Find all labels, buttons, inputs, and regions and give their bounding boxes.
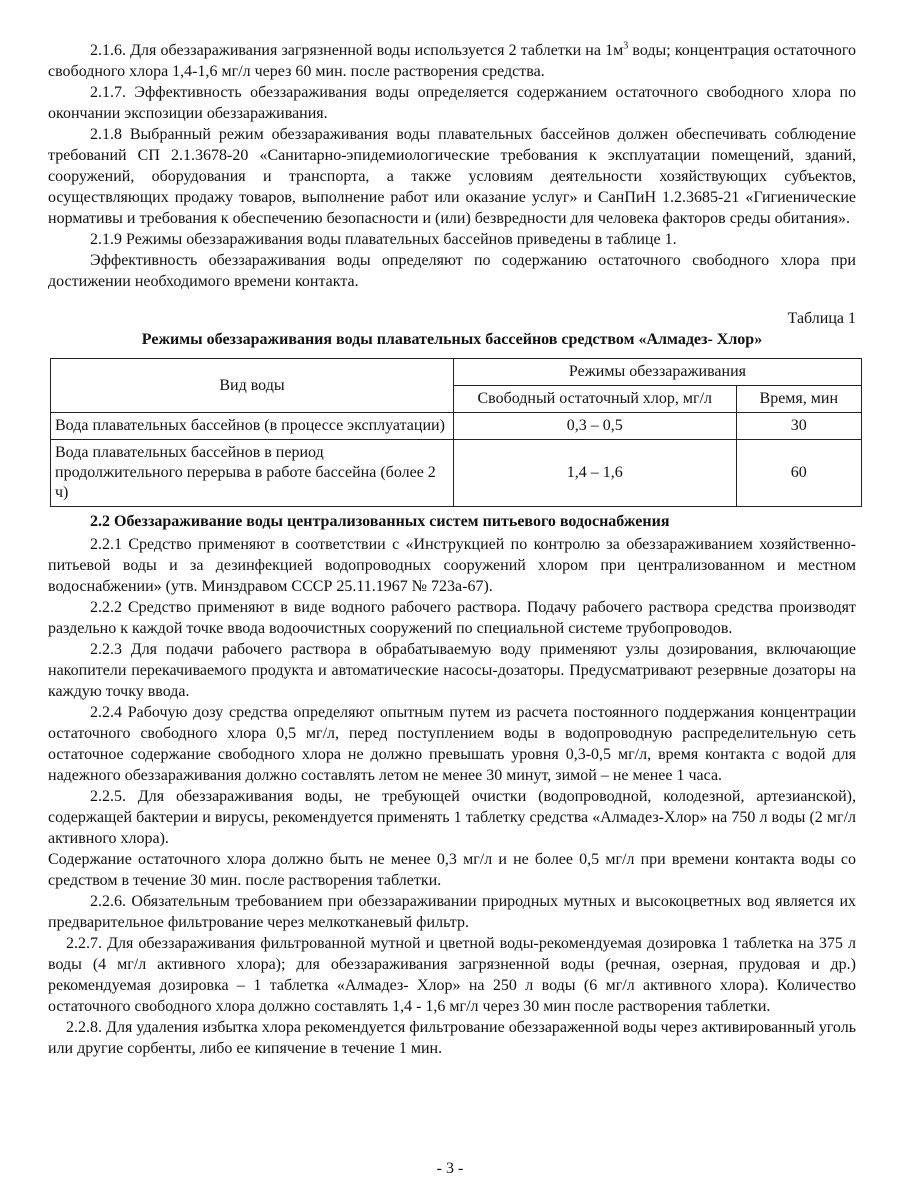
table-row: [51, 440, 862, 507]
cell-water-type: Вода плавательных бассейнов (в процессе эксплуатации): [51, 413, 454, 440]
paragraph-2-2-8: 2.2.8. Для удаления избытка хлора рекомендуется фильтрование обеззараженной воды через активированный уголь или другие сорбенты, либо ее кипячение в течение 1 мин.: [48, 1019, 856, 1057]
cell-chlorine: 1,4 – 1,6: [453, 440, 736, 507]
paragraph-text: воды; концентрация остаточного свободного хлора 1,4-1,6 мг/л через 60 мин. после растворения средства.: [48, 42, 857, 80]
paragraph-2-2-6: 2.2.6. Обязательным требованием при обеззараживании природных мутных и высокоцветных вод является их предварительное фильтрование через мелкотканевый фильтр.: [48, 893, 856, 931]
table-label: Таблица 1: [787, 310, 856, 327]
paragraph-2-1-6: [48, 40, 856, 82]
header-free-chlorine: Свободный остаточный хлор, мг/л: [453, 386, 736, 413]
header-time: Время, мин: [736, 386, 861, 413]
table-title: Режимы обеззараживания воды плавательных бассейнов средством «Алмадез- Хлор»: [141, 331, 763, 348]
table-row: [51, 413, 862, 440]
paragraph-2-1-7: 2.1.7. Эффективность обеззараживания воды определяется содержанием остаточного свободного хлора по окончании экспозиции обеззараживания.: [48, 84, 856, 122]
paragraph-2-2-1: 2.2.1 Средство применяют в соответствии с «Инструкцией по контролю за обеззараживанием хозяйственно-питьевой воды и за дезинфекцией водопроводных сооружений хлором при централизованном и местном водоснабжении» (утв. Минздравом СССР 25.11.1967 № 723а-67).: [48, 536, 856, 595]
cell-chlorine: 0,3 – 0,5: [453, 413, 736, 440]
paragraph-2-2-2: 2.2.2 Средство применяют в виде водного рабочего раствора. Подачу рабочего раствора средства производят раздельно к каждой точке ввода водоочистных сооружений по специальной системе трубопроводов.: [48, 599, 856, 637]
paragraph-2-2-5: 2.2.5. Для обеззараживания воды, не требующей очистки (водопроводной, колодезной, артезианской), содержащей бактерии и вирусы, рекомендуется применять 1 таблетку средства «Алмадез-Хлор» на 750 л воды (2 мг/л активного хлора).: [48, 788, 856, 847]
paragraph-2-2-5-continued: Содержание остаточного хлора должно быть не менее 0,3 мг/л и не более 0,5 мг/л при времени контакта воды со средством в течение 30 мин. после растворения таблетки.: [48, 851, 856, 889]
paragraph-text: 2.1.6. Для обеззараживания загрязненной воды используется 2 таблетки на 1м: [90, 42, 624, 59]
header-regimes: Режимы обеззараживания: [453, 359, 861, 386]
paragraph-efficiency: Эффективность обеззараживания воды определяют по содержанию остаточного свободного хлора при достижении необходимого времени контакта.: [48, 252, 856, 290]
superscript: 3: [623, 40, 629, 52]
paragraph-2-2-3: 2.2.3 Для подачи рабочего раствора в обрабатываемую воду применяют узлы дозирования, включающие накопители перекачиваемого продукта и автоматические насосы-дозаторы. Предусматривают резервные дозаторы на каждую точку ввода.: [48, 641, 856, 700]
cell-water-type: Вода плавательных бассейнов в период продолжительного перерыва в работе бассейна (более 2 ч): [51, 440, 454, 507]
regimes-table: [50, 358, 862, 507]
cell-time: 30: [736, 413, 861, 440]
paragraph-2-2-4: 2.2.4 Рабочую дозу средства определяют опытным путем из расчета постоянного поддержания концентрации остаточного свободного хлора 0,5 мг/л, перед поступлением воды в водопроводную распределительную сеть остаточное содержание свободного хлора не должно превышать уровня 0,3-0,5 мг/л, время контакта с водой для надежного обеззараживания должно составлять летом не менее 30 минут, зимой – не менее 1 часа.: [48, 704, 856, 784]
paragraph-2-2-7: 2.2.7. Для обеззараживания фильтрованной мутной и цветной воды-рекомендуемая дозировка 1 таблетка на 375 л воды (4 мг/л активного хлора); для обеззараживания загрязненной воды (речная, озерная, прудовая и др.) рекомендуемая дозировка – 1 таблетка «Алмадез- Хлор» на 250 л воды (6 мг/л активного хлора). Количество остаточного свободного хлора должно составлять 1,4 - 1,6 мг/л через 30 мин после растворения таблетки.: [48, 935, 856, 1015]
section-heading-2-2: 2.2 Обеззараживание воды централизованных систем питьевого водоснабжения: [90, 513, 670, 530]
paragraph-2-1-9: 2.1.9 Режимы обеззараживания воды плавательных бассейнов приведены в таблице 1.: [90, 231, 677, 248]
page-number: - 3 -: [436, 1160, 464, 1177]
paragraph-2-1-8: 2.1.8 Выбранный режим обеззараживания воды плавательных бассейнов должен обеспечивать соблюдение требований СП 2.1.3678-20 «Санитарно-эпидемиологические требования к эксплуатации помещений, зданий, сооружений, оборудования и транспорта, а также условиям деятельности хозяйствующих субъектов, осуществляющих продажу товаров, выполнение работ или оказание услуг» и СанПиН 1.2.3685-21 «Гигиенические нормативы и требования к обеспечению безопасности и (или) безвредности для человека факторов среды обитания».: [48, 126, 856, 227]
cell-time: 60: [736, 440, 861, 507]
header-water-type: Вид воды: [51, 359, 454, 413]
table-header-row: [51, 359, 862, 386]
